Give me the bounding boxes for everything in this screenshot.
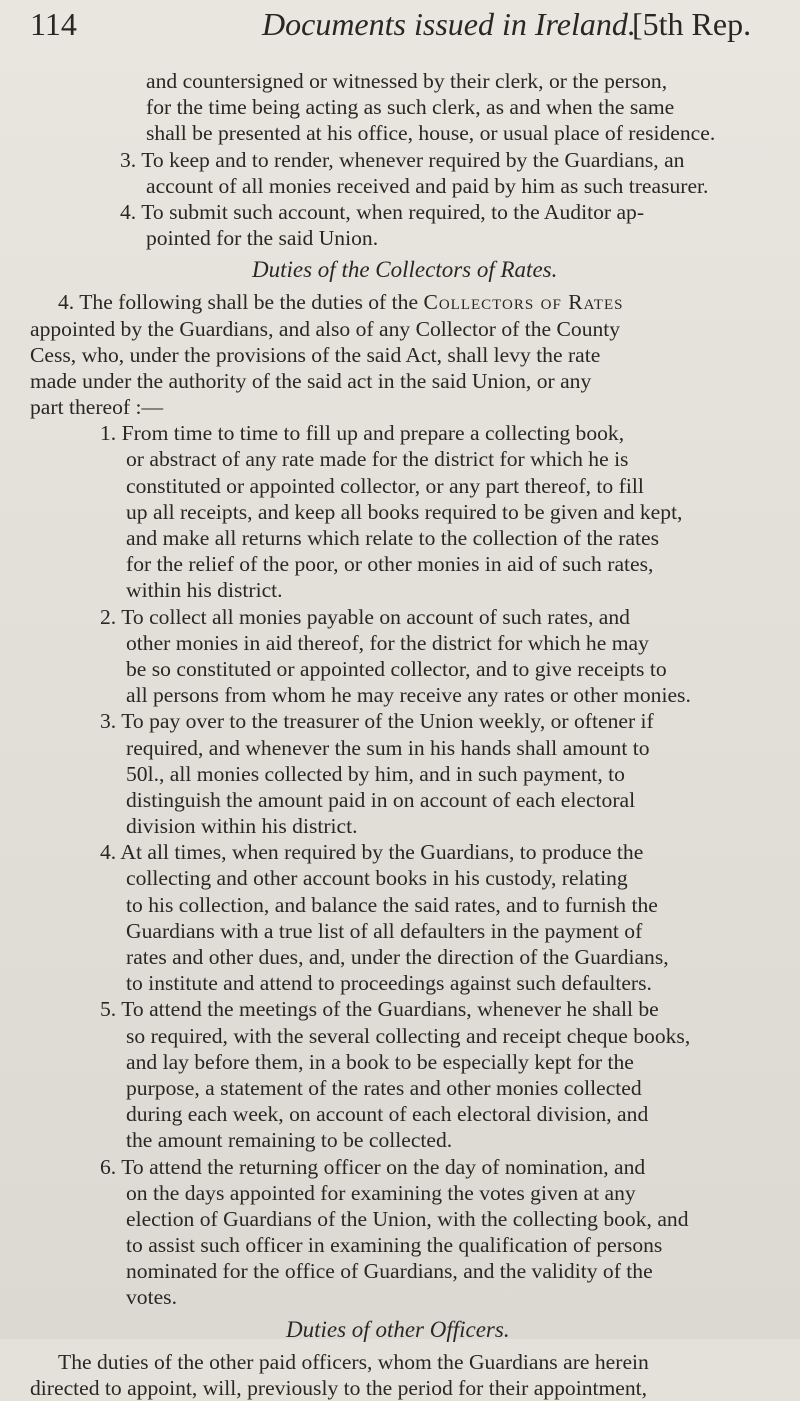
running-title: Documents issued in Ireland. bbox=[262, 6, 636, 42]
text-line: or abstract of any rate made for the district for which he is bbox=[126, 447, 629, 472]
text-line: and countersigned or witnessed by their clerk, or the person, bbox=[146, 69, 668, 93]
text-line: nominated for the office of Guardians, and the validity of the bbox=[126, 1259, 653, 1284]
text-line: The duties of the other paid officers, whom the Guardians are herein bbox=[58, 1349, 649, 1374]
text-line: other monies in aid thereof, for the district for which he may bbox=[126, 630, 649, 655]
section-heading: Duties of the Collectors of Rates. bbox=[252, 257, 558, 283]
text-line: up all receipts, and keep all books required to be given and kept, bbox=[126, 499, 683, 524]
text-line: be so constituted or appointed collector, and to give receipts to bbox=[126, 656, 667, 681]
text-line: part thereof :— bbox=[30, 395, 164, 420]
text-line: shall be presented at his office, house, or usual place of residence. bbox=[146, 121, 716, 146]
text-line: pointed for the said Union. bbox=[146, 226, 379, 251]
text-line: to assist such officer in examining the qualification of persons bbox=[126, 1233, 663, 1258]
text-line: collecting and other account books in his custody, relating bbox=[126, 866, 628, 891]
text-line: within his district. bbox=[126, 578, 283, 603]
intro-lead: 4. The following shall be the duties of the bbox=[58, 290, 419, 315]
text-line: 5. To attend the meetings of the Guardians, whenever he shall be bbox=[100, 997, 659, 1022]
text-line: 4. At all times, when required by the Guardians, to produce the bbox=[100, 840, 644, 865]
text-line: appointed by the Guardians, and also of any Collector of the County bbox=[30, 316, 621, 341]
text-line: constituted or appointed collector, or any part thereof, to fill bbox=[126, 473, 644, 498]
text-line: on the days appointed for examining the votes given at any bbox=[126, 1180, 636, 1205]
text-line: during each week, on account of each electoral division, and bbox=[126, 1102, 649, 1127]
text-line: and lay before them, in a book to be especially kept for the bbox=[126, 1049, 634, 1074]
text-line: the amount remaining to be collected. bbox=[126, 1128, 453, 1153]
page-body bbox=[0, 68, 800, 1401]
text-line: purpose, a statement of the rates and other monies collected bbox=[126, 1075, 642, 1100]
text-line: all persons from whom he may receive any rates or other monies. bbox=[126, 683, 691, 708]
text-line: election of Guardians of the Union, with the collecting book, and bbox=[126, 1206, 689, 1231]
page-number: 114 bbox=[30, 6, 77, 42]
text-line: directed to appoint, will, previously to the period for their appointment, bbox=[30, 1375, 648, 1400]
text-line: 3. To pay over to the treasurer of the Union weekly, or oftener if bbox=[100, 709, 654, 734]
text-line: 4. To submit such account, when required, to the Auditor ap- bbox=[120, 199, 645, 224]
text-line: required, and whenever the sum in his hands shall amount to bbox=[126, 735, 650, 760]
text-line: 2. To collect all monies payable on account of such rates, and bbox=[100, 604, 630, 629]
text-line: and make all returns which relate to the collection of the rates bbox=[126, 526, 660, 550]
text-line: to institute and attend to proceedings against such defaulters. bbox=[126, 971, 652, 996]
text-line: distinguish the amount paid in on account of each electoral bbox=[126, 787, 636, 812]
text-line: 6. To attend the returning officer on the day of nomination, and bbox=[100, 1154, 646, 1179]
text-line: account of all monies received and paid by him as such treasurer. bbox=[146, 173, 709, 198]
running-header bbox=[0, 6, 800, 54]
text-line: rates and other dues, and, under the direction of the Guardians, bbox=[126, 945, 669, 969]
intro-smallcaps: Collectors of Rates bbox=[423, 290, 624, 315]
text-line: 50l., all monies collected by him, and in such payment, to bbox=[126, 761, 625, 786]
text-line: Guardians with a true list of all defaulters in the payment of bbox=[126, 918, 643, 943]
text-line: 1. From time to time to fill up and prepare a collecting book, bbox=[100, 421, 625, 446]
text-line: Cess, who, under the provisions of the said Act, shall levy the rate bbox=[30, 342, 601, 367]
text-line: made under the authority of the said act in the said Union, or any bbox=[30, 368, 592, 393]
text-line: votes. bbox=[126, 1285, 177, 1310]
text-line: so required, with the several collecting and receipt cheque books, bbox=[126, 1023, 691, 1048]
report-label: [5th Rep. bbox=[632, 6, 752, 42]
text-line: 3. To keep and to render, whenever required by the Guardians, an bbox=[120, 147, 685, 172]
text-line: for the time being acting as such clerk, as and when the same bbox=[146, 95, 675, 120]
text-line bbox=[0, 289, 800, 315]
text-line: for the relief of the poor, or other monies in aid of such rates, bbox=[126, 552, 654, 577]
text-line: to his collection, and balance the said rates, and to furnish the bbox=[126, 892, 658, 917]
section-heading: Duties of other Officers. bbox=[286, 1316, 510, 1342]
text-line: division within his district. bbox=[126, 814, 358, 839]
